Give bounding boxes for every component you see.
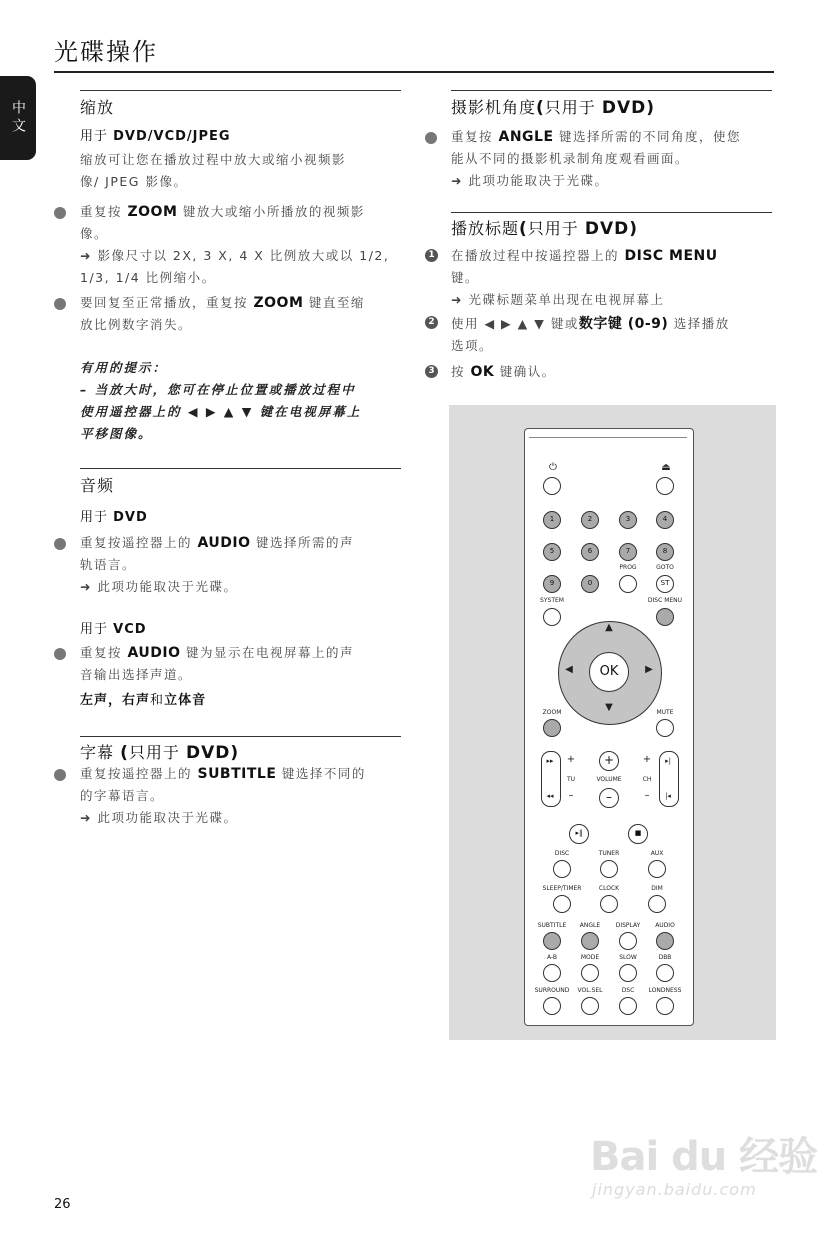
loudness-button xyxy=(656,997,674,1015)
digit-9-button: 9 xyxy=(543,575,561,593)
vol-sel-label: VOL.SEL xyxy=(577,987,603,994)
zoom-bullet-2: 要回复至正常播放，重复按 ZOOM 键直至缩 放比例数字消失。 xyxy=(80,295,365,332)
mode-button xyxy=(581,964,599,982)
zoom-intro: 缩放可让您在播放过程中放大或缩小视频影 像/ JPEG 影像。 xyxy=(80,152,347,189)
previous-icon: |◂ xyxy=(665,792,671,800)
angle-label: ANGLE xyxy=(579,922,601,929)
aux-label: AUX xyxy=(650,850,664,857)
clock-label: CLOCK xyxy=(598,885,620,892)
play-pause-button: ▸‖ xyxy=(569,824,589,844)
stop-button: ■ xyxy=(628,824,648,844)
audio-heading: 音频 xyxy=(80,476,115,495)
display-label: DISPLAY xyxy=(615,922,641,929)
title-step-3: 按 OK 键确认。 xyxy=(451,364,556,380)
bullet-icon xyxy=(54,648,66,660)
ch-minus: – xyxy=(644,790,650,801)
audio-vcd-bullet: 重复按 AUDIO 键为显示在电视屏幕上的声 音输出选择声道。 xyxy=(80,645,354,682)
zoom-label: ZOOM xyxy=(542,709,562,716)
subtitle-label: SUBTITLE xyxy=(537,922,567,929)
surround-label: SURROUND xyxy=(534,987,570,994)
prog-label: PROG xyxy=(619,564,637,571)
tu-plus: + xyxy=(566,754,576,765)
subtitle-divider xyxy=(80,736,401,737)
sleep-timer-label: SLEEP/TIMER xyxy=(542,885,582,892)
sleep-timer-button xyxy=(553,895,571,913)
zoom-applies: 用于 DVD/VCD/JPEG xyxy=(80,129,231,144)
mode-label: MODE xyxy=(580,954,600,961)
dbb-button xyxy=(656,964,674,982)
ch-plus: + xyxy=(642,754,652,765)
zoom-button xyxy=(543,719,561,737)
dsc-label: DSC xyxy=(621,987,635,994)
audio-dvd-applies: 用于 DVD xyxy=(80,510,148,525)
up-arrow-icon: ▲ xyxy=(605,622,613,633)
title-step-1: 在播放过程中按遥控器上的 DISC MENU 键。 ➜ 光碟标题菜单出现在电视屏幕上 xyxy=(451,248,718,307)
angle-heading: 摄影机角度(只用于 DVD) xyxy=(451,98,656,118)
dim-button xyxy=(648,895,666,913)
disc-menu-button xyxy=(656,608,674,626)
ab-button xyxy=(543,964,561,982)
disc-label: DISC xyxy=(554,850,570,857)
title-step-2: 使用 ◀ ▶ ▲ ▼ 键或数字键 (0-9) 选择播放 选项。 xyxy=(451,316,730,353)
digit-2-button: 2 xyxy=(581,511,599,529)
system-label: SYSTEM xyxy=(540,597,564,604)
zoom-bullet-1: 重复按 ZOOM 键放大或缩小所播放的视频影 像。 ➜ 影像尺寸以 2X, 3 X, 4 X 比例放大或以 1/2, 1/3, 1/4 比例缩小。 xyxy=(80,204,390,285)
next-icon: ▸| xyxy=(665,757,671,765)
page-number: 26 xyxy=(54,1197,71,1212)
audio-divider xyxy=(80,468,401,469)
fast-forward-icon: ▸▸ xyxy=(546,757,554,765)
disc-button xyxy=(553,860,571,878)
right-arrow-icon: ▶ xyxy=(645,664,653,675)
clock-button xyxy=(600,895,618,913)
aux-button xyxy=(648,860,666,878)
title-section-divider xyxy=(451,212,772,213)
display-button xyxy=(619,932,637,950)
system-button xyxy=(543,608,561,626)
subtitle-bullet: 重复按遥控器上的 SUBTITLE 键选择不同的 的字幕语言。 ➜ 此项功能取决于光碟。 xyxy=(80,766,366,825)
prog-button xyxy=(619,575,637,593)
digit-6-button: 6 xyxy=(581,543,599,561)
subtitle-button xyxy=(543,932,561,950)
dsc-button xyxy=(619,997,637,1015)
st-button: ST xyxy=(656,575,674,593)
left-arrow-icon: ◀ xyxy=(565,664,573,675)
power-button xyxy=(543,477,561,495)
power-icon: ⏻ xyxy=(549,462,557,473)
step-2-icon: 2 xyxy=(425,316,438,329)
dbb-label: DBB xyxy=(658,954,672,961)
eject-button xyxy=(656,477,674,495)
step-1-icon: 1 xyxy=(425,249,438,262)
digit-1-button: 1 xyxy=(543,511,561,529)
eject-icon: ⏏ xyxy=(661,462,671,473)
digit-0-button: 0 xyxy=(581,575,599,593)
bullet-icon xyxy=(54,298,66,310)
surround-button xyxy=(543,997,561,1015)
digit-8-button: 8 xyxy=(656,543,674,561)
volume-label: VOLUME xyxy=(596,776,622,783)
audio-dvd-bullet: 重复按遥控器上的 AUDIO 键选择所需的声 轨语言。 ➜ 此项功能取决于光碟。 xyxy=(80,535,354,594)
audio-button xyxy=(656,932,674,950)
tuner-button xyxy=(600,860,618,878)
zoom-tip: 有用的提示： – 当放大时，您可在停止位置或播放过程中 使用遥控器上的 ◀ ▶ ▲ ▼ 键在电视屏幕上 平移图像。 xyxy=(80,360,362,441)
angle-bullet: 重复按 ANGLE 键选择所需的不同角度，使您 能从不同的摄影机录制角度观看画面。 ➜ 此项功能取决于光碟。 xyxy=(451,129,741,188)
digit-4-button: 4 xyxy=(656,511,674,529)
zoom-divider xyxy=(80,90,401,91)
bullet-icon xyxy=(54,538,66,550)
digit-3-button: 3 xyxy=(619,511,637,529)
digit-7-button: 7 xyxy=(619,543,637,561)
remote-control xyxy=(524,428,694,1026)
step-3-icon: 3 xyxy=(425,365,438,378)
volume-up-button: + xyxy=(599,751,619,771)
disc-menu-label: DISC MENU xyxy=(647,597,683,604)
page-title: 光碟操作 xyxy=(54,38,158,66)
audio-vcd-applies: 用于 VCD xyxy=(80,622,147,637)
title-heading: 播放标题(只用于 DVD) xyxy=(451,219,639,239)
ok-button: OK xyxy=(589,652,629,692)
digit-5-button: 5 xyxy=(543,543,561,561)
volume-down-button: – xyxy=(599,788,619,808)
angle-divider xyxy=(451,90,772,91)
vol-sel-button xyxy=(581,997,599,1015)
down-arrow-icon: ▼ xyxy=(605,702,613,713)
slow-button xyxy=(619,964,637,982)
language-tab: 中文 xyxy=(0,76,36,160)
audio-channels: 左声，右声和立体音 xyxy=(80,693,207,708)
bullet-icon xyxy=(425,132,437,144)
rewind-icon: ◂◂ xyxy=(546,792,554,800)
zoom-heading: 缩放 xyxy=(80,98,115,117)
bullet-icon xyxy=(54,207,66,219)
slow-label: SLOW xyxy=(619,954,637,961)
watermark-url: jingyan.baidu.com xyxy=(592,1180,757,1199)
loudness-label: LONDNESS xyxy=(648,987,682,994)
watermark-logo: Bai du 经验 xyxy=(590,1134,818,1180)
tu-minus: – xyxy=(568,790,574,801)
goto-label: GOTO xyxy=(656,564,674,571)
remote-top-line xyxy=(529,437,687,438)
bullet-icon xyxy=(54,769,66,781)
ch-label: CH xyxy=(642,776,652,783)
mute-button xyxy=(656,719,674,737)
mute-label: MUTE xyxy=(656,709,674,716)
angle-button xyxy=(581,932,599,950)
tu-label: TU xyxy=(566,776,576,783)
dim-label: DIM xyxy=(651,885,663,892)
ab-label: A-B xyxy=(546,954,558,961)
subtitle-heading: 字幕 (只用于 DVD) xyxy=(80,743,240,763)
tuner-label: TUNER xyxy=(598,850,620,857)
audio-label: AUDIO xyxy=(655,922,675,929)
title-divider xyxy=(54,71,774,73)
